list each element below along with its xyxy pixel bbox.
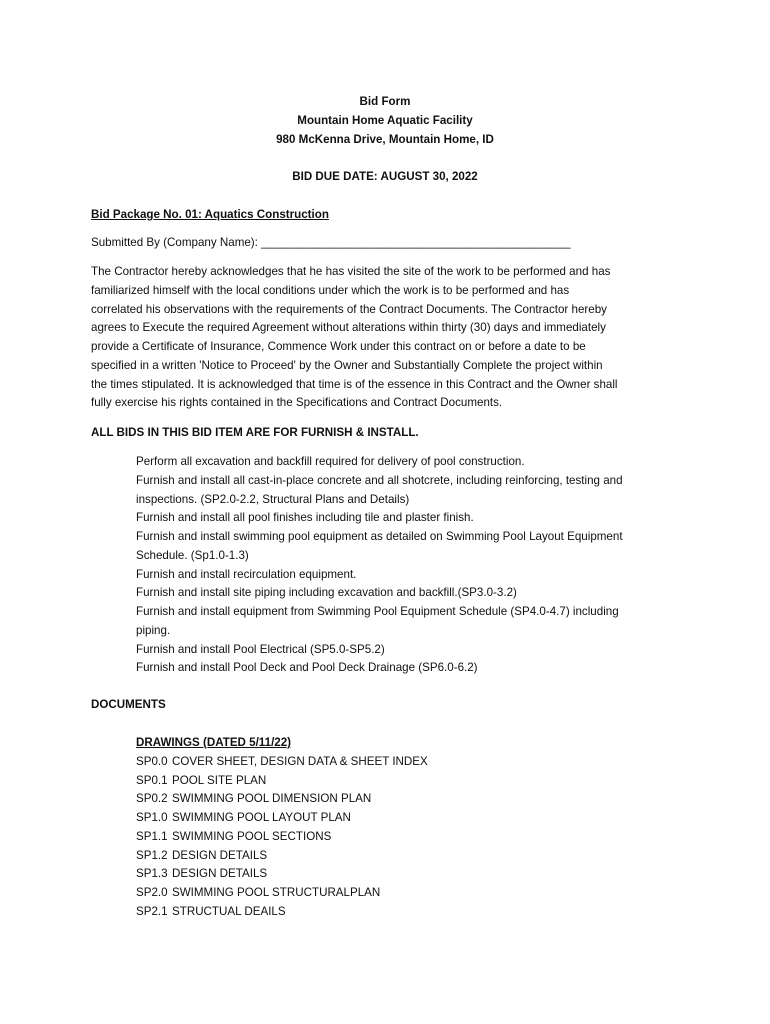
drawings-heading: DRAWINGS (DATED 5/11/22): [136, 736, 292, 749]
sheet-code: SP1.0: [136, 811, 168, 824]
list-item: Perform all excavation and backfill required for delivery of pool construction.: [136, 455, 525, 468]
paragraph-line: correlated his observations with the requirements of the Contract Documents. The Contractor hereby: [91, 302, 607, 316]
list-item: [136, 790, 428, 809]
bid-package-heading: Bid Package No. 01: Aquatics Construction: [91, 208, 329, 221]
list-item: Furnish and install all pool finishes including tile and plaster finish.: [136, 511, 474, 525]
sheet-title: SWIMMING POOL DIMENSION PLAN: [172, 792, 372, 806]
sheet-title: SWIMMING POOL SECTIONS: [172, 829, 332, 843]
sheet-code: SP1.3: [136, 867, 168, 881]
documents-heading: DOCUMENTS: [91, 698, 166, 711]
paragraph-line: specified in a written 'Notice to Proceed' by the Owner and Substantially Complete the project within: [91, 358, 603, 372]
list-item: Furnish and install swimming pool equipment as detailed on Swimming Pool Layout Equipment Schedule. (Sp1.0-1.3): [136, 530, 623, 562]
bid-due-date: BID DUE DATE: AUGUST 30, 2022: [292, 170, 478, 183]
sheet-title: DESIGN DETAILS: [172, 867, 268, 881]
list-item: Furnish and install all cast-in-place concrete and all shotcrete, including reinforcing, testing and inspections. (SP2.0-2.2, Structural Plans and Details): [136, 473, 623, 506]
sheet-code: SP2.1: [136, 904, 168, 918]
list-item: Furnish and install equipment from Swimming Pool Equipment Schedule (SP4.0-4.7) including piping.: [136, 605, 619, 637]
acknowledgement-paragraph: [91, 263, 681, 413]
sheet-title: POOL SITE PLAN: [172, 773, 267, 787]
scope-list: [136, 453, 696, 678]
form-title: Bid Form: [359, 95, 411, 108]
sheet-title: STRUCTUAL DEAILS: [172, 904, 286, 918]
sheet-code: SP0.1: [136, 773, 168, 787]
list-item: [136, 884, 428, 903]
paragraph-line: familiarized himself with the local conditions under which the work is to be performed and has: [91, 283, 570, 297]
sheet-code: SP0.0: [136, 754, 168, 768]
list-item: [136, 772, 428, 791]
submitted-by-field: Submitted By (Company Name): ________________________________________________: [91, 236, 571, 249]
sheet-title: COVER SHEET, DESIGN DATA & SHEET INDEX: [172, 754, 428, 768]
list-item: Furnish and install Pool Electrical (SP5.0-SP5.2): [136, 642, 385, 656]
facility-name: Mountain Home Aquatic Facility: [297, 114, 473, 127]
drawings-list: [136, 734, 428, 922]
sheet-code: SP0.2: [136, 792, 168, 806]
sheet-code: SP1.1: [136, 829, 168, 843]
paragraph-line: provide a Certificate of Insurance, Commence Work under this contract on or before a date to be: [91, 340, 586, 353]
sheet-code: SP2.0: [136, 886, 168, 899]
list-item: [136, 753, 428, 772]
paragraph-line: agrees to Execute the required Agreement without alterations within thirty (30) days and immediately: [91, 321, 606, 335]
list-item: [136, 809, 428, 828]
sheet-title: DESIGN DETAILS: [172, 848, 268, 862]
all-bids-heading: ALL BIDS IN THIS BID ITEM ARE FOR FURNISH & INSTALL.: [91, 426, 419, 439]
list-item: [136, 865, 428, 884]
list-item: [136, 828, 428, 847]
list-item: Furnish and install Pool Deck and Pool Deck Drainage (SP6.0-6.2): [136, 661, 478, 675]
facility-address: 980 McKenna Drive, Mountain Home, ID: [276, 133, 494, 146]
paragraph-line: fully exercise his rights contained in the Specifications and Contract Documents.: [91, 396, 503, 410]
paragraph-line: The Contractor hereby acknowledges that he has visited the site of the work to be performed and has: [91, 265, 611, 278]
list-item: Furnish and install site piping including excavation and backfill.(SP3.0-3.2): [136, 586, 517, 600]
sheet-title: SWIMMING POOL STRUCTURALPLAN: [172, 886, 381, 899]
list-item: [136, 903, 428, 922]
list-item: Furnish and install recirculation equipment.: [136, 567, 357, 581]
sheet-title: SWIMMING POOL LAYOUT PLAN: [172, 811, 351, 824]
list-item: [136, 847, 428, 866]
paragraph-line: the times stipulated. It is acknowledged that time is of the essence in this Contract and the Owner shall: [91, 377, 618, 391]
sheet-code: SP1.2: [136, 848, 168, 862]
